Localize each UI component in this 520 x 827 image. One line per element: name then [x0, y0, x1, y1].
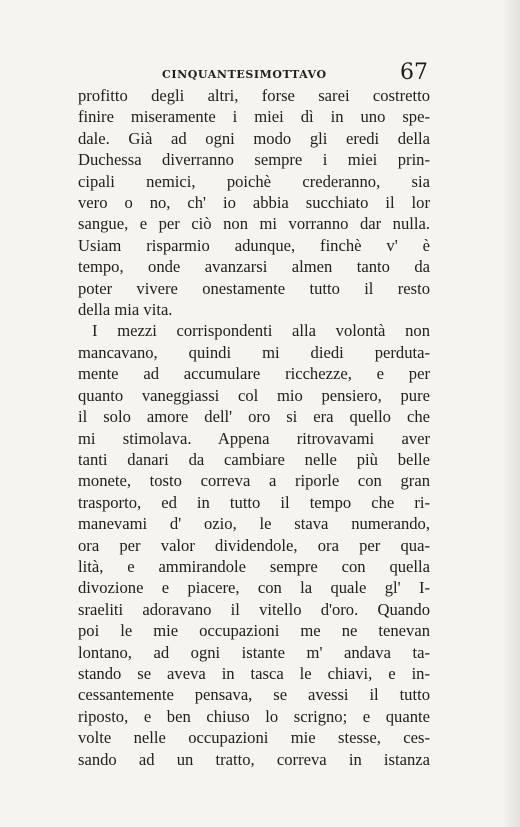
- paragraph-2: [78, 320, 430, 770]
- running-head: CINQUANTESIMOTTAVO: [162, 68, 327, 81]
- text-line: divozione e piacere, con la quale gl' I-: [78, 578, 430, 598]
- text-line: cipali nemici, poichè crederanno, sia: [78, 171, 430, 191]
- text-line: della mia vita.: [78, 300, 173, 320]
- page-header: [78, 60, 428, 86]
- text-line: sangue, e per ciò non mi vorranno dar nulla.: [78, 214, 430, 234]
- text-line: ora per valor dividendole, ora per qua-: [78, 535, 430, 555]
- text-line: dale. Già ad ogni modo gli eredi della: [78, 128, 430, 148]
- text-line: Duchessa diverranno sempre i miei prin-: [78, 150, 430, 170]
- text-line: il solo amore dell' oro si era quello che: [78, 407, 430, 427]
- page-number: 67: [400, 60, 428, 85]
- text-line: tanti danari da cambiare nelle più belle: [78, 449, 430, 469]
- text-line: volte nelle occupazioni mie stesse, ces-: [78, 728, 430, 748]
- text-line: sraeliti adoravano il vitello d'oro. Quando: [78, 599, 430, 619]
- text-line: poi le mie occupazioni me ne tenevan: [78, 621, 430, 641]
- body-text: [78, 85, 430, 770]
- text-line: quanto vaneggiassi col mio pensiero, pure: [78, 385, 430, 405]
- text-line: mi stimolava. Appena ritrovavami aver: [78, 428, 430, 448]
- text-line: cessantemente pensava, se avessi il tutto: [78, 685, 430, 705]
- text-line: finire miseramente i miei dì in uno spe-: [78, 107, 430, 127]
- text-line: I mezzi corrispondenti alla volontà non: [92, 321, 430, 341]
- text-line: monete, tosto correva a riporle con gran: [78, 471, 430, 491]
- paragraph-1: [78, 85, 430, 320]
- text-line: mancavano, quindi mi diedi perduta-: [78, 342, 430, 362]
- text-line: stando se aveva in tasca le chiavi, e in-: [78, 663, 430, 683]
- text-line: manevami d' ozio, le stava numerando,: [78, 514, 430, 534]
- text-line: lontano, ad ogni istante m' andava ta-: [78, 642, 430, 662]
- text-line: lità, e ammirandole sempre con quella: [78, 556, 430, 576]
- text-line: Usiam risparmio adunque, finchè v' è: [78, 235, 430, 255]
- text-line: tempo, onde avanzarsi almen tanto da: [78, 257, 430, 277]
- text-line: vero o no, ch' io abbia succhiato il lor: [78, 193, 430, 213]
- text-line: poter vivere onestamente tutto il resto: [78, 278, 430, 298]
- page-edge-shadow: [502, 0, 520, 827]
- text-line: profitto degli altri, forse sarei costretto: [78, 86, 430, 105]
- text-line: sando ad un tratto, correva in istanza: [78, 749, 430, 769]
- text-line: trasporto, ed in tutto il tempo che ri-: [78, 492, 430, 512]
- text-line: mente ad accumulare ricchezze, e per: [78, 364, 430, 384]
- text-line: riposto, e ben chiuso lo scrigno; e quante: [78, 706, 430, 726]
